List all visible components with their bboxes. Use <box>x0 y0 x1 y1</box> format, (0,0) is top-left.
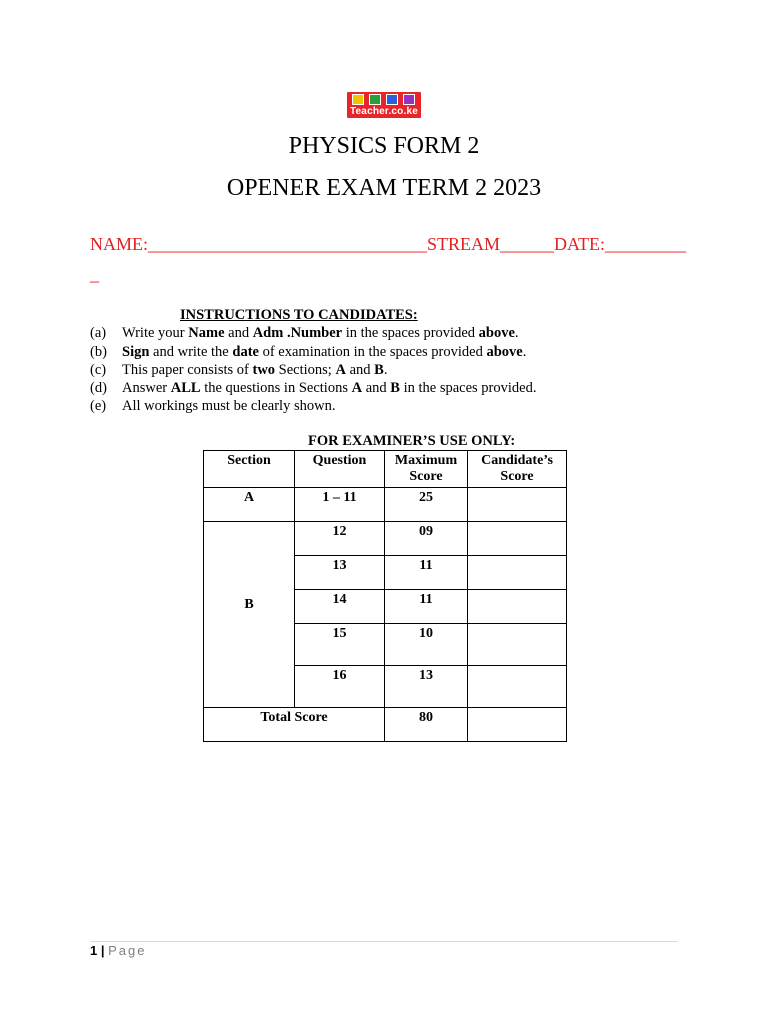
question-cell: 16 <box>295 666 385 708</box>
candidate-total-cell[interactable] <box>468 708 567 742</box>
question-cell: 14 <box>295 590 385 624</box>
instruction-emphasis: above <box>478 325 515 341</box>
logo-blocks-icon <box>350 94 418 104</box>
header-max-score: Maximum Score <box>385 451 468 488</box>
instruction-emphasis: Adm .Number <box>252 325 343 341</box>
instruction-emphasis: Sign <box>122 344 150 360</box>
question-cell: 12 <box>295 522 385 556</box>
instruction-emphasis: B <box>374 362 384 378</box>
instruction-run: . <box>514 325 519 341</box>
candidate-score-cell[interactable] <box>468 590 567 624</box>
instruction-text <box>122 324 519 342</box>
instruction-label: (b) <box>90 344 107 360</box>
candidate-score-cell[interactable] <box>468 522 567 556</box>
instruction-run: All workings must be clearly shown. <box>122 398 336 414</box>
instruction-run: Write your <box>122 325 189 341</box>
instruction-text <box>122 361 387 379</box>
score-table <box>203 450 567 742</box>
instruction-text <box>122 397 335 415</box>
total-max-score: 80 <box>385 708 468 742</box>
instruction-run: . <box>522 344 527 360</box>
header-question: Question <box>295 451 385 488</box>
header-section: Section <box>204 451 295 488</box>
candidate-details-line: NAME:_______________________________STREAM______DATE:_________ <box>90 234 687 254</box>
instruction-text <box>122 379 536 397</box>
instruction-emphasis: A <box>335 362 346 378</box>
subject-title: PHYSICS FORM 2 <box>288 133 480 159</box>
page-footer <box>90 943 146 959</box>
instructions-heading: INSTRUCTIONS TO CANDIDATES: <box>180 307 418 323</box>
page-word: Page <box>108 943 147 958</box>
instruction-text <box>122 343 526 361</box>
footer-separator: | <box>97 943 109 958</box>
instruction-emphasis: date <box>232 344 259 360</box>
instruction-run: and write the <box>149 344 233 360</box>
total-score-label: Total Score <box>204 708 385 742</box>
max-score-cell: 09 <box>385 522 468 556</box>
instruction-label: (a) <box>90 325 107 341</box>
candidate-score-cell[interactable] <box>468 488 567 522</box>
section-a-max: 25 <box>385 488 468 522</box>
teacher-logo <box>347 92 421 118</box>
instruction-run: Answer <box>122 380 171 396</box>
instruction-run: the questions in Sections <box>200 380 352 396</box>
exam-title: OPENER EXAM TERM 2 2023 <box>226 175 542 201</box>
candidate-score-cell[interactable] <box>468 624 567 666</box>
question-cell: 15 <box>295 624 385 666</box>
instruction-run: in the spaces provided. <box>399 380 537 396</box>
instruction-run: Sections; <box>275 362 336 378</box>
instruction-emphasis: above <box>486 344 523 360</box>
footer-divider <box>90 941 678 942</box>
page-number: 1 <box>90 943 98 958</box>
candidate-score-cell[interactable] <box>468 666 567 708</box>
instruction-label: (e) <box>90 398 107 414</box>
question-cell: 13 <box>295 556 385 590</box>
instruction-label: (c) <box>90 362 107 378</box>
instruction-run: and <box>362 380 391 396</box>
instruction-run: and <box>224 325 253 341</box>
instruction-emphasis: B <box>390 380 400 396</box>
header-candidate-score: Candidate’s Score <box>468 451 567 488</box>
max-score-cell: 13 <box>385 666 468 708</box>
logo-text: Teacher.co.ke <box>349 106 418 117</box>
table-header-row <box>204 451 567 488</box>
max-score-cell: 11 <box>385 556 468 590</box>
instruction-run: This paper consists of <box>122 362 253 378</box>
instruction-emphasis: Name <box>188 325 225 341</box>
section-a-question: 1 – 11 <box>295 488 385 522</box>
examiner-heading: FOR EXAMINER’S USE ONLY: <box>308 433 516 449</box>
instruction-emphasis: ALL <box>170 380 201 396</box>
table-row <box>204 708 567 742</box>
instruction-emphasis: two <box>252 362 276 378</box>
max-score-cell: 10 <box>385 624 468 666</box>
candidate-details-overflow: _ <box>90 264 99 284</box>
instruction-emphasis: A <box>351 380 363 396</box>
section-a-label: A <box>204 488 295 522</box>
candidate-score-cell[interactable] <box>468 556 567 590</box>
max-score-cell: 11 <box>385 590 468 624</box>
instruction-run: and <box>345 362 375 378</box>
instruction-run: of examination in the spaces provided <box>258 344 487 360</box>
section-b-label: B <box>204 522 295 708</box>
table-row <box>204 488 567 522</box>
instruction-label: (d) <box>90 380 107 396</box>
instruction-run: in the spaces provided <box>342 325 479 341</box>
instruction-run: . <box>383 362 388 378</box>
table-row <box>204 522 567 556</box>
